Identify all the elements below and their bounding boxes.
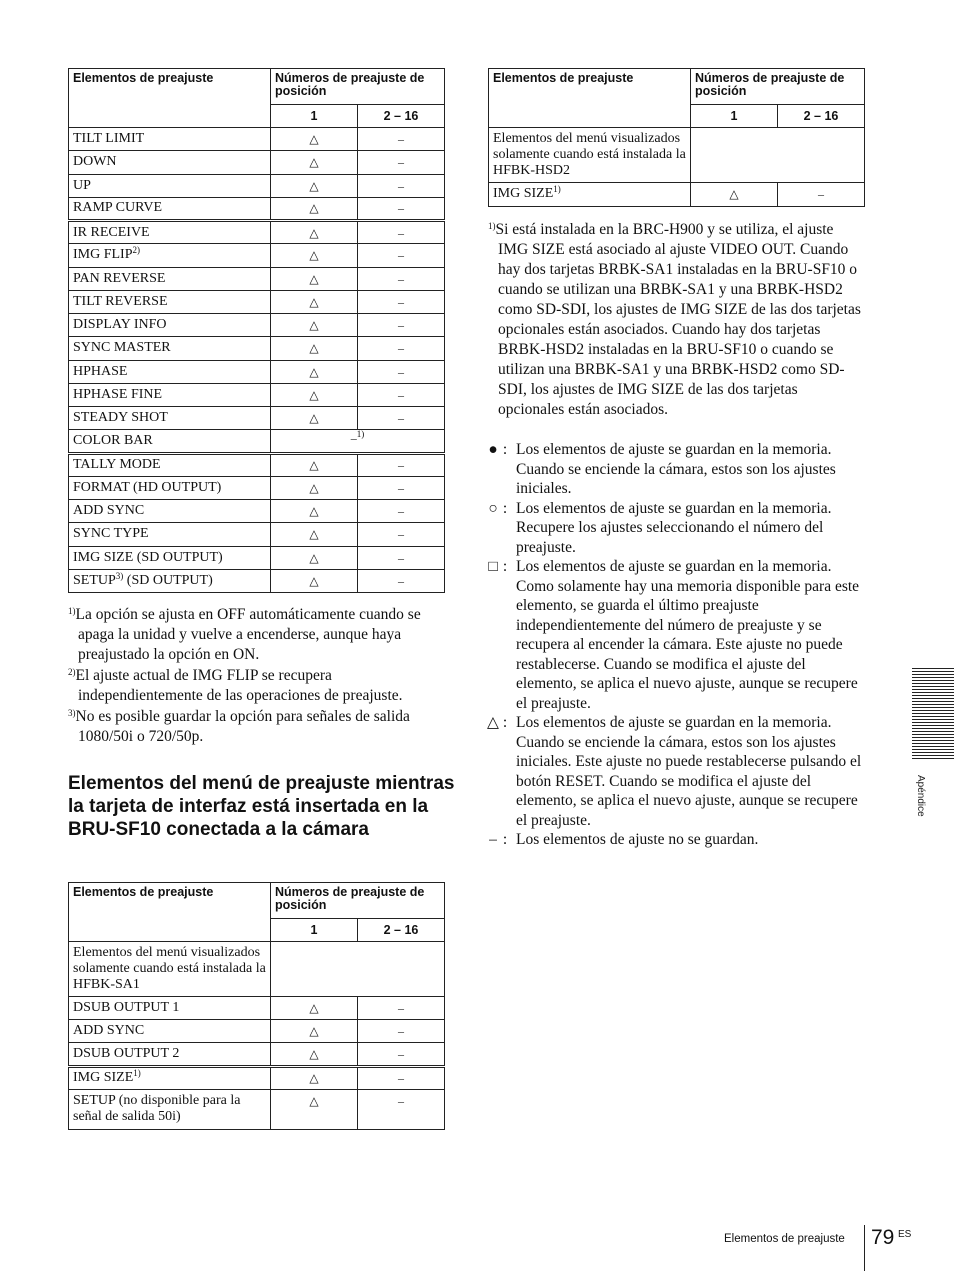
position-2-16-value: – <box>358 383 445 406</box>
footnote-text: No es posible guardar la opción para señales de salida 1080/50i o 720/50p. <box>75 708 410 745</box>
legend-symbol: – <box>489 831 497 848</box>
legend-text: Los elementos de ajuste se guardan en la memoria. Cuando se enciende la cámara, estos son los ajustes iniciales. <box>516 441 836 497</box>
item-footnote-mark: 1) <box>553 184 561 195</box>
item-name-cell <box>69 500 271 523</box>
legend-item <box>487 713 867 830</box>
footer-divider <box>864 1225 865 1271</box>
position-1-value: △ <box>271 360 358 383</box>
item-name: DOWN <box>73 154 117 170</box>
position-2-16-value: – <box>358 1043 445 1066</box>
position-2-16-value: – <box>358 523 445 546</box>
position-2-16-value: – <box>358 221 445 244</box>
position-1-value: △ <box>271 546 358 569</box>
position-1-value: △ <box>271 383 358 406</box>
preset-table-hfbk-hsd2 <box>488 68 865 207</box>
item-name-cell <box>69 1043 271 1066</box>
item-name: ADD SYNC <box>73 503 145 519</box>
position-2-16-value: – <box>358 546 445 569</box>
legend-item <box>487 440 867 499</box>
item-name: FORMAT (HD OUTPUT) <box>73 479 222 495</box>
item-name: ADD SYNC <box>73 1023 145 1039</box>
item-name-suffix: (SD OUTPUT) <box>123 572 213 588</box>
header-items: Elementos de preajuste <box>69 69 271 128</box>
item-name-cell <box>69 476 271 499</box>
header-positions: Números de preajuste de posición <box>271 883 445 919</box>
position-2-16-value: – <box>358 997 445 1020</box>
position-2-16-value: – <box>358 314 445 337</box>
item-name: HPHASE FINE <box>73 386 163 402</box>
symbol-legend <box>487 440 867 850</box>
item-name-cell <box>489 183 691 207</box>
item-name: DISPLAY INFO <box>73 317 167 333</box>
table-row <box>69 360 445 383</box>
legend-symbol: □ <box>488 558 498 575</box>
position-1-value: △ <box>271 314 358 337</box>
position-1-value: △ <box>271 997 358 1020</box>
position-1-value: △ <box>691 183 778 207</box>
item-name-cell <box>69 1066 271 1089</box>
position-1-value: △ <box>271 337 358 360</box>
position-1-value: △ <box>271 453 358 476</box>
item-name-cell <box>69 1020 271 1043</box>
table-row <box>69 174 445 197</box>
table-row <box>69 546 445 569</box>
item-name-cell <box>69 290 271 313</box>
col-1-header: 1 <box>271 919 358 942</box>
position-2-16-value: – <box>358 407 445 430</box>
table-row <box>69 244 445 267</box>
page-number: 79 <box>871 1226 895 1249</box>
position-1-value: △ <box>271 174 358 197</box>
footnote-mark: 1) <box>68 606 76 616</box>
table-row <box>69 197 445 220</box>
item-name-cell <box>69 128 271 151</box>
table-row <box>69 1066 445 1089</box>
position-1-value: △ <box>271 569 358 592</box>
col-1-header: 1 <box>271 105 358 128</box>
table-row <box>69 383 445 406</box>
footnote-text: El ajuste actual de IMG FLIP se recupera independientemente de las operaciones de preajuste. <box>75 667 403 704</box>
value-footnote-mark: 1) <box>356 429 365 440</box>
item-name-cell <box>69 337 271 360</box>
position-1-value: △ <box>271 1089 358 1129</box>
header-items: Elementos de preajuste <box>489 69 691 128</box>
page-language: ES <box>898 1229 912 1240</box>
col-2-16-header: 2 – 16 <box>358 919 445 942</box>
item-name: TILT LIMIT <box>73 131 145 147</box>
col-1-header: 1 <box>691 105 778 128</box>
position-1-value: △ <box>271 1066 358 1089</box>
table-row <box>69 290 445 313</box>
footnote <box>68 605 446 665</box>
position-1-value: △ <box>271 500 358 523</box>
header-items: Elementos de preajuste <box>69 883 271 942</box>
position-2-16-value: – <box>778 183 865 207</box>
item-name: UP <box>73 177 91 193</box>
position-1-value: △ <box>271 267 358 290</box>
position-2-16-value: – <box>358 360 445 383</box>
footnote <box>68 666 446 706</box>
item-name-cell <box>69 523 271 546</box>
table-row <box>69 500 445 523</box>
item-name-cell <box>69 569 271 592</box>
item-footnote-mark: 3) <box>115 570 124 581</box>
footnote-text: Si está instalada en la BRC-H900 y se utiliza, el ajuste IMG SIZE está asociado al ajuste VIDEO OUT. Cuando hay dos tarjetas BRBK-SA1 instaladas en la BRU-SF10 o cuando se utilizan una BRBK-SA1 y una BRBK-HSD2 como SD-SDI, los ajustes de IMG SIZE de las dos tarjetas opcionales están asociados. Cuando hay dos tarjetas BRBK-HSD2 instaladas en la BRU-SF10 o cuando se utilizan una BRBK-SA1 y una BRBK-HSD2 como SD-SDI, los ajustes de IMG SIZE de las dos tarjetas opcionales están asociados. <box>495 221 861 418</box>
position-1-value: △ <box>271 290 358 313</box>
position-2-16-value: – <box>358 267 445 290</box>
position-2-16-value: – <box>358 337 445 360</box>
footer-section-title: Elementos de preajuste <box>724 1233 845 1245</box>
item-name-cell <box>69 360 271 383</box>
legend-text: Los elementos de ajuste no se guardan. <box>516 831 759 848</box>
position-1-value: △ <box>271 197 358 220</box>
item-name-cell <box>69 221 271 244</box>
item-name-cell <box>69 267 271 290</box>
item-name-cell <box>69 197 271 220</box>
table-row <box>69 1043 445 1066</box>
item-name: STEADY SHOT <box>73 410 168 426</box>
item-name-cell <box>69 151 271 174</box>
footnote-text: La opción se ajusta en OFF automáticamente cuando se apaga la unidad y vuelve a encenderse, aunque haya preajustado la opción en ON. <box>75 606 421 663</box>
section-tab-label: Apéndice <box>915 775 926 817</box>
group-empty-cell <box>271 942 445 997</box>
legend-marker: △ : <box>487 714 508 731</box>
table-row <box>69 1089 445 1129</box>
preset-table-main <box>68 68 445 593</box>
position-2-16-value: – <box>358 1066 445 1089</box>
preset-table-hfbk-sa1 <box>68 882 445 1130</box>
item-name: IMG SIZE <box>73 1070 134 1086</box>
item-name-cell <box>69 407 271 430</box>
item-name-cell <box>69 383 271 406</box>
table-row <box>69 1020 445 1043</box>
table-row <box>69 569 445 592</box>
item-name-cell <box>69 314 271 337</box>
item-name-cell <box>69 430 271 453</box>
section-heading: Elementos del menú de preajuste mientras la tarjeta de interfaz está insertada en la BRU-SF10 conectada a la cámara <box>68 773 455 840</box>
position-1-value: △ <box>271 476 358 499</box>
item-name: TILT REVERSE <box>73 293 168 309</box>
position-2-16-value: – <box>358 1020 445 1043</box>
position-1-value: △ <box>271 221 358 244</box>
legend-marker: ● : <box>488 441 508 458</box>
position-2-16-value: – <box>358 128 445 151</box>
table-row <box>69 151 445 174</box>
item-name-cell <box>69 244 271 267</box>
legend-text: Los elementos de ajuste se guardan en la memoria. Recupere los ajustes seleccionando el número del preajuste. <box>516 499 832 556</box>
table-row <box>489 183 865 207</box>
position-2-16-value: – <box>358 174 445 197</box>
not-saved-value: – <box>350 431 357 446</box>
section-tab-marker <box>912 668 954 760</box>
item-name-cell <box>69 546 271 569</box>
item-name: SETUP (no disponible para la señal de salida 50i) <box>73 1092 241 1124</box>
position-1-value: △ <box>271 407 358 430</box>
item-name-cell <box>69 453 271 476</box>
item-name-cell <box>69 997 271 1020</box>
footnote-mark: 3) <box>68 708 76 718</box>
legend-marker: ○ : <box>488 499 508 517</box>
position-1-value: △ <box>271 1020 358 1043</box>
header-positions: Números de preajuste de posición <box>271 69 445 105</box>
item-name: COLOR BAR <box>73 432 153 448</box>
position-1-value: △ <box>271 128 358 151</box>
position-1-value: △ <box>271 1043 358 1066</box>
position-2-16-value: – <box>358 244 445 267</box>
position-2-16-value: – <box>358 290 445 313</box>
item-name: IMG SIZE (SD OUTPUT) <box>73 549 223 565</box>
position-2-16-value: – <box>358 569 445 592</box>
item-name: IMG SIZE <box>493 186 554 202</box>
table-row <box>69 430 445 453</box>
table-row <box>69 476 445 499</box>
position-2-16-value: – <box>358 151 445 174</box>
legend-item <box>487 830 867 850</box>
footnote-img-size <box>488 220 866 421</box>
item-name: TALLY MODE <box>73 457 161 473</box>
group-empty-cell <box>691 128 865 183</box>
item-name-cell <box>69 1089 271 1129</box>
legend-symbol: ● <box>488 441 498 458</box>
legend-symbol: ○ <box>488 499 498 517</box>
position-1-value: △ <box>271 151 358 174</box>
item-name: HPHASE <box>73 363 128 379</box>
col-2-16-header: 2 – 16 <box>358 105 445 128</box>
item-name: SYNC MASTER <box>73 340 171 356</box>
table-row <box>69 267 445 290</box>
legend-symbol: △ <box>487 714 499 731</box>
footnotes-table-main <box>68 605 446 748</box>
item-name: RAMP CURVE <box>73 200 162 216</box>
footnote-mark: 2) <box>68 667 76 677</box>
table-row <box>69 997 445 1020</box>
position-2-16-value: – <box>358 1089 445 1129</box>
group-label: Elementos del menú visualizados solamente cuando está instalada la HFBK-SA1 <box>69 942 271 997</box>
legend-item <box>487 499 867 558</box>
not-saved-span-cell <box>271 430 445 453</box>
item-name: IMG FLIP <box>73 247 133 263</box>
item-footnote-mark: 1) <box>133 1068 141 1079</box>
position-2-16-value: – <box>358 500 445 523</box>
footnote <box>68 707 446 747</box>
legend-item <box>487 557 867 713</box>
footnote-mark: 1) <box>488 221 496 231</box>
legend-marker: □ : <box>488 558 508 575</box>
table-row <box>69 314 445 337</box>
table-row <box>69 337 445 360</box>
col-2-16-header: 2 – 16 <box>778 105 865 128</box>
legend-marker: – : <box>487 830 515 850</box>
item-name: SETUP <box>73 572 116 588</box>
item-footnote-mark: 2) <box>132 245 141 256</box>
position-2-16-value: – <box>358 453 445 476</box>
position-1-value: △ <box>271 244 358 267</box>
table-row <box>69 523 445 546</box>
item-name-cell <box>69 174 271 197</box>
legend-text: Los elementos de ajuste se guardan en la memoria. Cuando se enciende la cámara, estos son los ajustes iniciales. Este ajuste no puede restablecerse pulsando el botón RESET. Cuando se modifica el ajuste del elemento, se aplica el nuevo ajuste, aunque se recupere el preajuste. <box>516 714 862 829</box>
position-2-16-value: – <box>358 197 445 220</box>
legend-text: Los elementos de ajuste se guardan en la memoria. Como solamente hay una memoria disponible para este elemento, se guarda el último preajuste independientemente del número de preajuste y se recupera al encender la cámara. Este ajuste no puede restablecerse. Cuando se modifica el ajuste del elemento, se aplica el nuevo ajuste, aunque se recupere el preajuste. <box>516 558 860 712</box>
position-1-value: △ <box>271 523 358 546</box>
item-name: SYNC TYPE <box>73 526 149 542</box>
table-row <box>69 221 445 244</box>
item-name: IR RECEIVE <box>73 224 150 240</box>
header-positions: Números de preajuste de posición <box>691 69 865 105</box>
position-2-16-value: – <box>358 476 445 499</box>
item-name: PAN REVERSE <box>73 270 166 286</box>
table-row <box>69 453 445 476</box>
table-row <box>69 128 445 151</box>
table-row <box>69 407 445 430</box>
item-name: DSUB OUTPUT 2 <box>73 1045 180 1061</box>
group-label: Elementos del menú visualizados solamente cuando está instalada la HFBK-HSD2 <box>489 128 691 183</box>
item-name: DSUB OUTPUT 1 <box>73 1000 180 1016</box>
